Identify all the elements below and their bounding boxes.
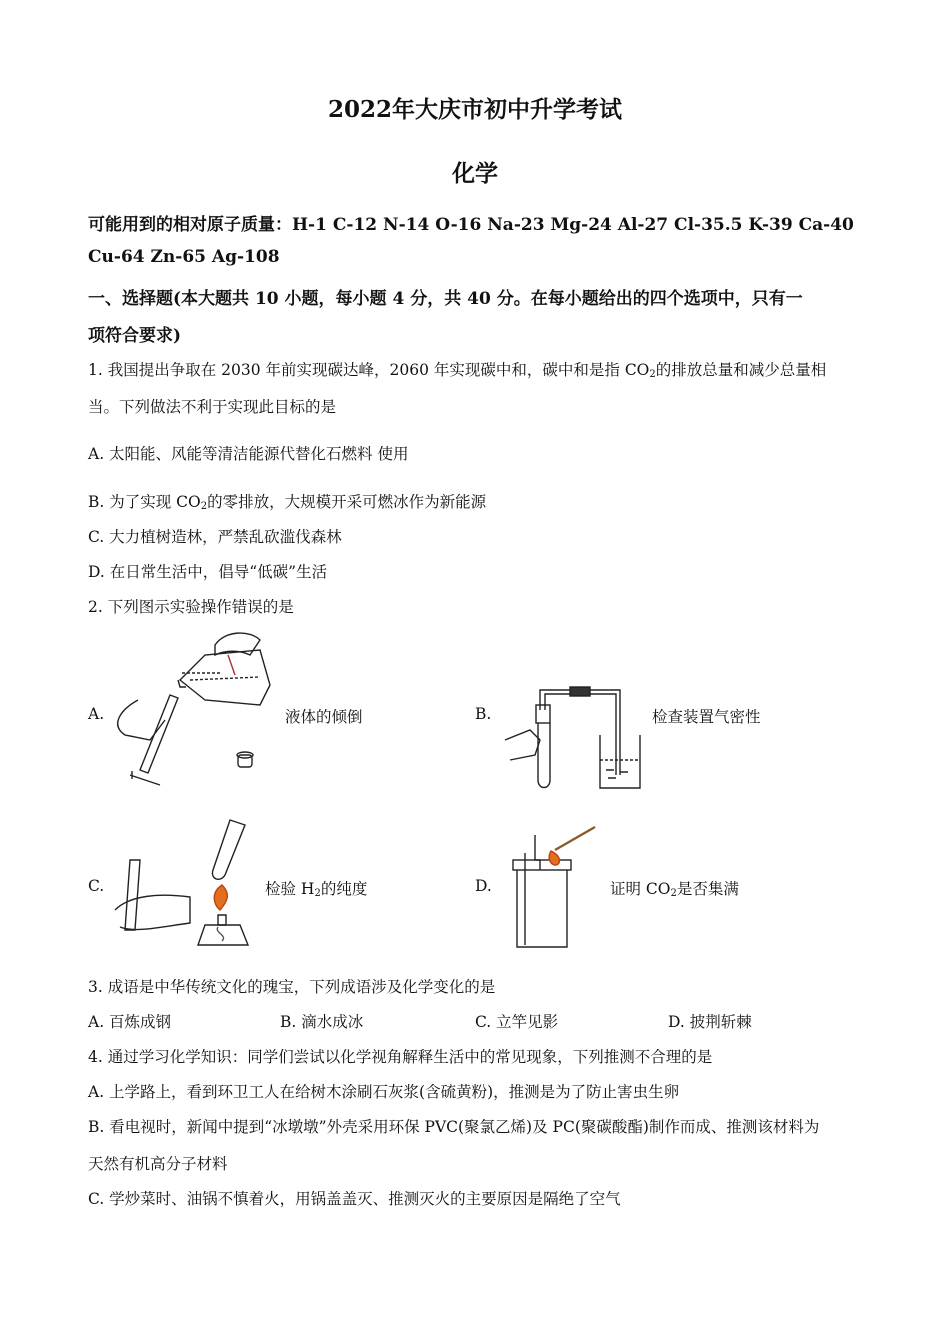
page-title: 2022年大庆市初中升学考试: [327, 96, 622, 123]
q3-option-a: A. 百炼成钢: [88, 1013, 172, 1031]
q3-stem: 3. 成语是中华传统文化的瑰宝，下列成语涉及化学变化的是: [88, 978, 496, 996]
section-1-heading-line-2: 项符合要求): [88, 326, 182, 346]
q1-stem-line-1: 1. 我国提出争取在 2030 年前实现碳达峰，2060 年实现碳中和，碳中和是指 $CO_2$的排放总量和减少总量相: [88, 361, 827, 380]
q2-option-d-label: D.: [475, 877, 492, 895]
q3-option-c: C. 立竿见影: [475, 1013, 559, 1031]
q2-option-a-caption: 液体的倾倒: [285, 708, 363, 726]
q1-stem-line-2: 当。下列做法不利于实现此目标的是: [88, 398, 337, 416]
q2-option-b-caption: 检查装置气密性: [652, 708, 761, 726]
q2-option-d-caption: 证明 $CO_2$是否集满: [610, 880, 739, 899]
q2-option-c-caption: 检验 $H_2$的纯度: [265, 880, 368, 899]
section-1-heading-line-1: 一、选择题(本大题共 10 小题，每小题 4 分，共 40 分。在每小题给出的四个选项中，只有一: [88, 289, 803, 309]
q1-option-d: D. 在日常生活中，倡导“低碳”生活: [88, 563, 328, 581]
q2-stem: 2. 下列图示实验操作错误的是: [88, 598, 294, 616]
co2-collection-check-figure: [505, 825, 605, 950]
atomic-mass-line-2: Cu-64 Zn-65 Ag-108: [88, 247, 280, 267]
q4-stem: 4. 通过学习化学知识：同学们尝试以化学视角解释生活中的常见现象，下列推测不合理的是: [88, 1048, 713, 1066]
q4-option-c: C. 学炒菜时、油锅不慎着火，用锅盖盖灭、推测灭火的主要原因是隔绝了空气: [88, 1190, 621, 1208]
q4-option-b-line-1: B. 看电视时，新闻中提到“冰墩墩”外壳采用环保 PVC(聚氯乙烯)及 PC(聚碳酸酯)制作而成、推测该材料为: [88, 1118, 820, 1136]
q2-option-c-label: C.: [88, 877, 105, 895]
q1-option-a: A. 太阳能、风能等清洁能源代替化石燃料 使用: [88, 445, 409, 463]
q1-option-b: B. 为了实现 $CO_2$的零排放，大规模开采可燃冰作为新能源: [88, 493, 487, 512]
q4-option-b-line-2: 天然有机高分子材料: [88, 1155, 228, 1173]
airtightness-check-figure: [500, 680, 650, 795]
hydrogen-purity-test-figure: [110, 815, 265, 955]
subject-title: 化学: [452, 160, 498, 187]
atomic-mass-line-1: 可能用到的相对原子质量：H-1 C-12 N-14 O-16 Na-23 Mg-24 Al-27 Cl-35.5 K-39 Ca-40: [88, 215, 854, 235]
q3-option-d: D. 披荆斩棘: [668, 1013, 752, 1031]
q1-option-c: C. 大力植树造林，严禁乱砍滥伐森林: [88, 528, 342, 546]
q4-option-a: A. 上学路上，看到环卫工人在给树木涂刷石灰浆(含硫黄粉)，推测是为了防止害虫生卵: [88, 1083, 680, 1101]
q3-option-b: B. 滴水成冰: [280, 1013, 364, 1031]
q2-option-a-label: A.: [88, 705, 105, 723]
pouring-liquid-figure: [110, 625, 275, 800]
q2-option-b-label: B.: [475, 705, 492, 723]
